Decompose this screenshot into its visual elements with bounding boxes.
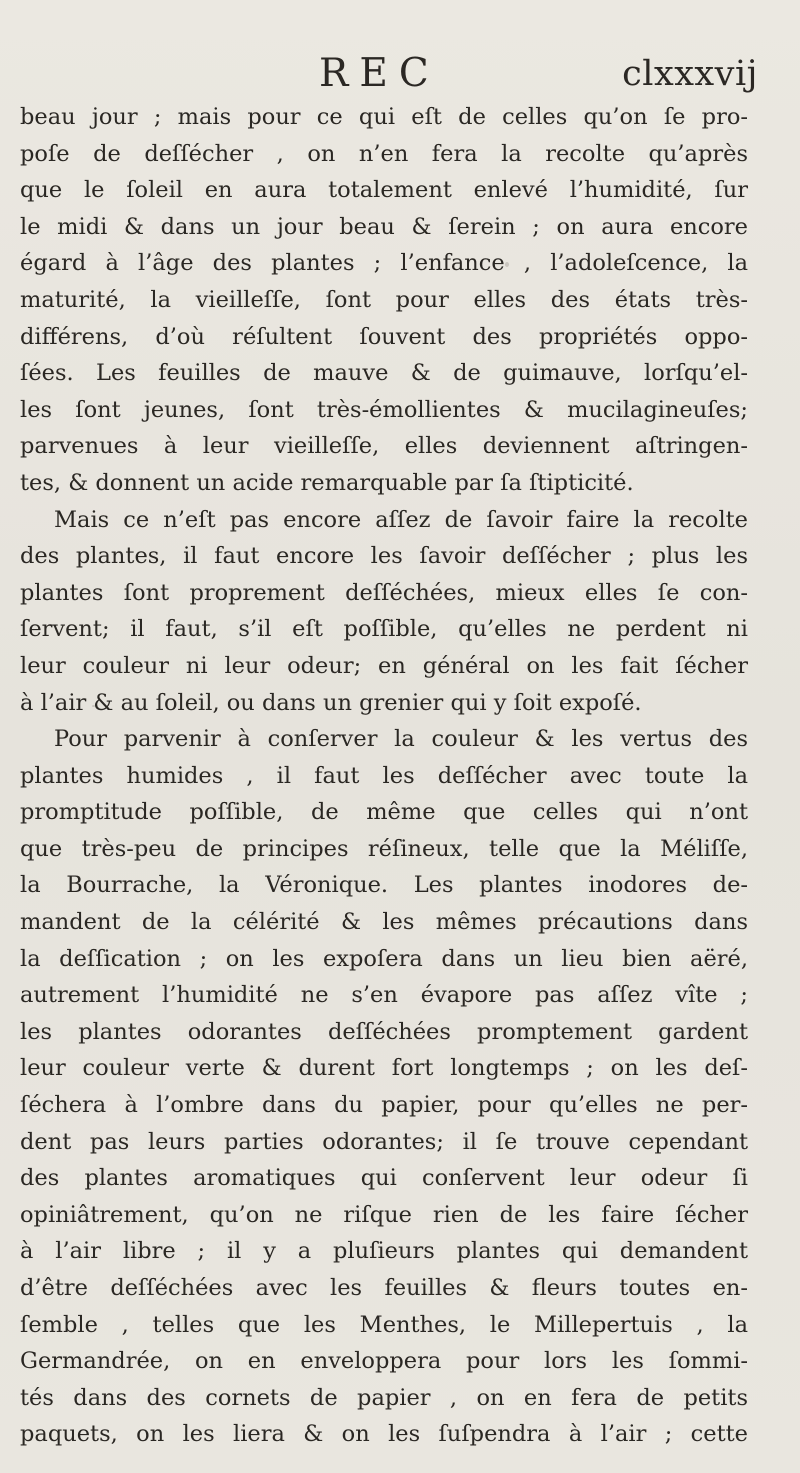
text-line: paquets, on les liera & on les ſuſpendra à l’air ; cette [20,1421,748,1448]
paper-speck [92,705,95,707]
text-line: poſe de deſſécher , on n’en fera la recolte qu’après [20,140,748,167]
text-line: tés dans des cornets de papier , on en fera de petits [20,1384,748,1411]
text-line: ſéchera à l’ombre dans du papier, pour qu’elles ne per- [20,1092,748,1119]
text-line: les plantes odorantes deſſéchées promptement gardent [20,1018,748,1045]
text-line: Mais ce n’eſt pas encore aſſez de ſavoir faire la recolte [54,506,748,533]
text-line: beau jour ; mais pour ce qui eſt de celles qu’on ſe pro- [20,104,748,130]
text-line: Germandrée, on en enveloppera pour lors les ſommi- [20,1348,748,1375]
body-text [20,99,748,1453]
text-line: la deſſication ; on les expoſera dans un lieu bien aëré, [20,945,748,972]
text-line: à l’air libre ; il y a pluſieurs plantes qui demandent [20,1238,748,1265]
text-line: dent pas leurs parties odorantes; il ſe trouve cependant [20,1128,748,1155]
text-line: des plantes aromatiques qui conſervent leur odeur ſi [20,1165,748,1192]
text-line: opiniâtrement, qu’on ne riſque rien de les faire ſécher [20,1201,748,1228]
text-line: leur couleur ni leur odeur; en général on les fait ſécher [20,652,748,679]
paper-speck [505,262,509,267]
text-line: le midi & dans un jour beau & ſerein ; on aura encore [20,213,748,240]
text-line: plantes humides , il faut les deſſécher avec toute la [20,762,748,789]
text-line: ſemble , telles que les Menthes, le Millepertuis , la [20,1311,748,1338]
text-line: ſervent; il faut, s’il eſt poſſible, qu’elles ne perdent ni [20,616,748,643]
text-line: tes, & donnent un acide remarquable par ſa ſtipticité. [20,469,634,496]
text-line: ſées. Les feuilles de mauve & de guimauve, lorſqu’el- [20,360,748,387]
text-line: différens, d’où réſultent ſouvent des propriétés oppo- [20,323,748,350]
text-line: autrement l’humidité ne s’en évapore pas aſſez vîte ; [20,982,748,1009]
text-line: promptitude poſſible, de même que celles qui n’ont [20,799,748,826]
text-line: que le ſoleil en aura totalement enlevé l’humidité, ſur [20,177,748,204]
text-line: à l’air & au ſoleil, ou dans un grenier qui y ſoit expoſé. [20,689,642,716]
page-number: clxxxvij [622,54,758,94]
text-line: des plantes, il faut encore les ſavoir deſſécher ; plus les [20,543,748,570]
text-line: Pour parvenir à conſerver la couleur & les vertus des [54,726,748,753]
text-line: maturité, la vieilleſſe, ſont pour elles des états très- [20,286,748,313]
paper-speck [612,1212,615,1215]
text-line: d’être deſſéchées avec les feuilles & fleurs toutes en- [20,1275,748,1301]
text-line: parvenues à leur vieilleſſe, elles deviennent aſtringen- [20,433,748,460]
text-line: mandent de la célérité & les mêmes précautions dans [20,909,748,936]
text-line: les ſont jeunes, ſont très-émollientes & mucilagineuſes; [20,396,748,423]
text-line: la Bourrache, la Véronique. Les plantes inodores de- [20,872,748,899]
text-line: égard à l’âge des plantes ; l’enfance , l’adoleſcence, la [20,250,748,277]
text-line: plantes ſont proprement deſſéchées, mieux elles ſe con- [20,579,748,606]
running-head [20,50,758,98]
text-line: leur couleur verte & durent fort longtemps ; on les deſ- [20,1055,748,1082]
text-line: que très-peu de principes réſineux, telle que la Méliſſe, [20,835,748,862]
running-head-word: REC [319,51,440,96]
